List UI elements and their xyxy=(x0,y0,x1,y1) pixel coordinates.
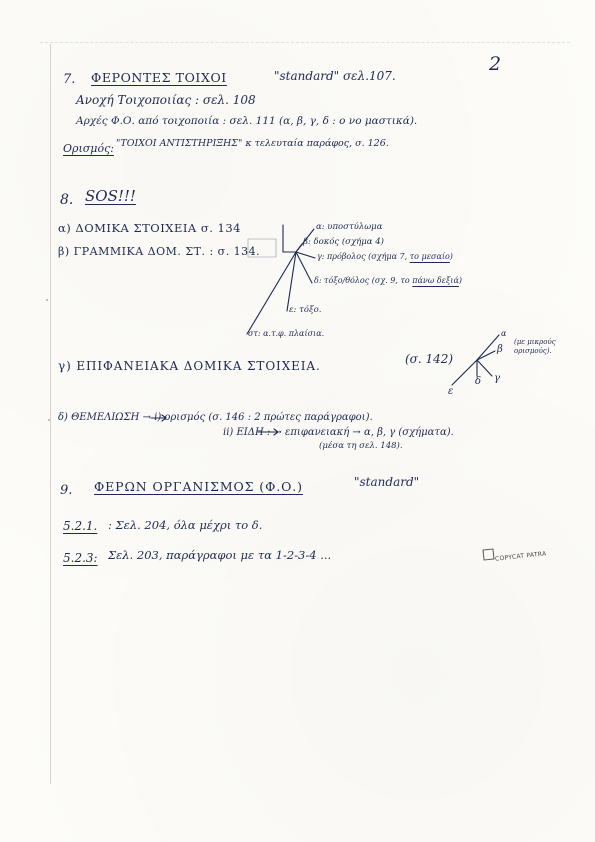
scan-dot-2 xyxy=(48,419,50,421)
arrow-d-2 xyxy=(258,429,278,435)
page-number: 2 xyxy=(489,53,502,75)
branch-b-g-post: ) xyxy=(449,252,453,261)
branch-g-note: (με μικρούς ορισμούς). xyxy=(514,338,556,356)
item-g-surface-elements: γ) ΕΠΙΦΑΝΕΙΑΚΑ ΔΟΜΙΚΑ ΣΤΟΙΧΕΙΑ. xyxy=(58,359,321,373)
branch-line-e xyxy=(287,252,296,311)
section-7-number: 7. xyxy=(63,72,76,87)
section-7-line-2: Αρχές Φ.Ο. από τοιχοποιία : σελ. 111 (α, β, γ, δ : ο νο μαστικά). xyxy=(76,115,418,127)
branch-g-g: γ xyxy=(494,373,500,384)
branch-b-e: ε: τόξο. xyxy=(289,305,322,315)
section-7-line-1: Ανοχή Τοιχοποιίας : σελ. 108 xyxy=(76,93,256,107)
branch-g-b: β xyxy=(497,344,503,355)
g-branch-line-a xyxy=(477,335,499,360)
branch-b-d-post: ) xyxy=(458,276,463,285)
branch-b-a: α: υποστύλωμα xyxy=(316,222,383,232)
section-7-definition-text: "ΤΟΙΧΟΙ ΑΝΤΙΣΤΗΡΙΞΗΣ" κ τελευταία παράφος, σ. 126. xyxy=(116,138,389,149)
g-branch-line-e xyxy=(452,360,477,385)
ref-5-2-1-text: : Σελ. 204, όλα μέχρι το δ. xyxy=(108,518,263,532)
item-d-foundation: δ) ΘΕΜΕΛΙΩΣΗ → i) ορισμός (σ. 146 : 2 πρώτες παράγραφοι). xyxy=(58,412,373,423)
branch-line-st xyxy=(247,252,296,334)
item-d-types-note: (μέσα τη σελ. 148). xyxy=(319,441,403,451)
section-7-title: ΦΕΡΟΝΤΕΣ ΤΟΙΧΟΙ xyxy=(91,70,227,85)
g-branch-line-g xyxy=(477,360,492,376)
section-9-standard: "standard" xyxy=(354,475,420,489)
item-b-linear-elements: β) ΓΡΑΜΜΙΚΑ ΔΟΜ. ΣΤ. : σ. 134. xyxy=(58,245,261,258)
section-9-title: ΦΕΡΩΝ ΟΡΓΑΝΙΣΜΟΣ (Φ.Ο.) xyxy=(94,479,303,494)
branch-b-g-underlined: το μεσαίο xyxy=(409,252,450,261)
branch-b-d-pre: δ: τόξο/θόλος (σχ. 9, το xyxy=(314,276,410,285)
ref-5-2-3-text: Σελ. 203, παράγραφοι με τα 1-2-3-4 ... xyxy=(108,548,332,562)
branch-b-d-underlined: πάνω δεξιά xyxy=(412,276,459,285)
copycat-stamp: COPYCAT PATRA xyxy=(494,550,547,563)
section-8-number: 8. xyxy=(60,192,74,208)
arrow-d-1 xyxy=(151,415,166,421)
branch-b-g-pre: γ: πρόβολος (σχήμα 7, xyxy=(317,252,408,261)
branch-g-e: ε xyxy=(448,386,454,397)
branch-b-b: β: δοκός (σχήμα 4) xyxy=(303,237,384,247)
g-branch-line-b xyxy=(477,351,495,360)
scan-dot-1 xyxy=(46,299,48,301)
section-8-title: SOS!!! xyxy=(85,187,136,205)
branch-g-a: α xyxy=(501,329,507,338)
item-d-types: ii) ΕΙΔΗ : → επιφανειακή → α, β, γ (σχήματα). xyxy=(223,427,454,438)
box-134 xyxy=(248,239,276,257)
ref-5-2-1-number: 5.2.1. xyxy=(63,519,98,533)
bracket-stroke xyxy=(283,225,296,252)
branch-line-b xyxy=(296,244,302,252)
section-9-number: 9. xyxy=(60,483,73,498)
item-g-page: (σ. 142) xyxy=(405,352,454,366)
section-7-standard: "standard" σελ.107. xyxy=(274,69,396,83)
branch-b-st: στ: α.τ.φ. πλαίσια. xyxy=(248,329,325,338)
item-a-structural-elements: α) ΔΟΜΙΚΑ ΣΤΟΙΧΕΙΑ σ. 134 xyxy=(58,221,241,235)
branch-g-d: δ xyxy=(475,376,482,387)
ref-5-2-3-number: 5.2.3: xyxy=(63,551,98,565)
section-7-definition-label: Ορισμός: xyxy=(63,142,114,155)
